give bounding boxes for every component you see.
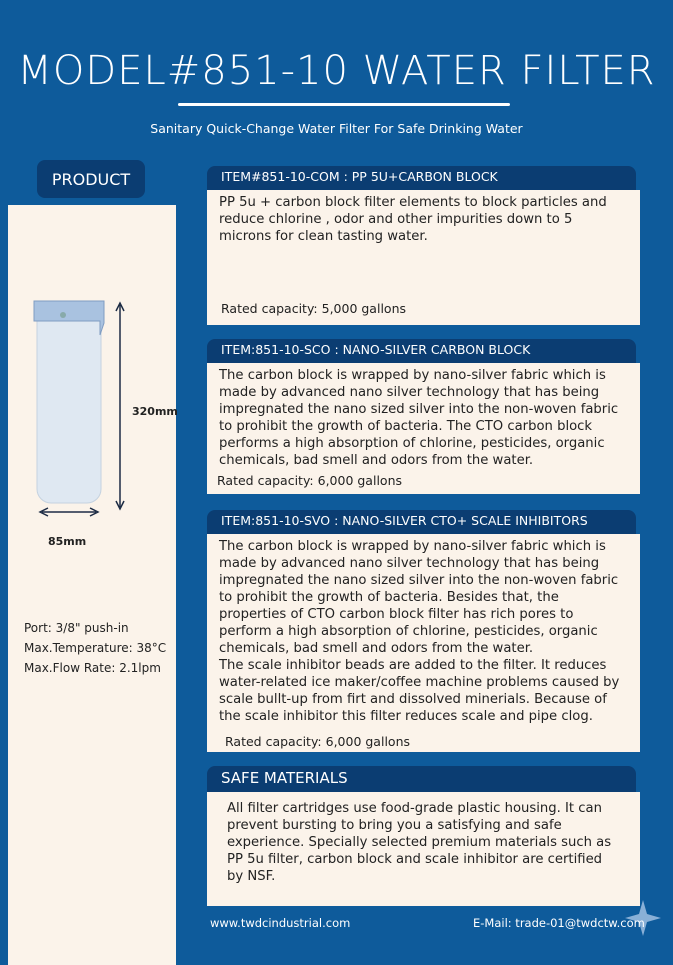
website-link[interactable]: www.twdcindustrial.com: [210, 916, 351, 930]
safe-materials-header: SAFE MATERIALS: [207, 766, 636, 792]
spec-list: [24, 618, 166, 678]
item-3-header: ITEM:851-10-SVO : NANO-SILVER CTO+ SCALE INHIBITORS: [207, 510, 636, 534]
spec-flow-rate: Max.Flow Rate: 2.1lpm: [24, 661, 161, 675]
filter-cartridge-image: [8, 205, 176, 525]
item-1-card: [207, 190, 640, 325]
item-1-header: ITEM#851-10-COM : PP 5U+CARBON BLOCK: [207, 166, 636, 190]
spec-port: Port: 3/8" push-in: [24, 621, 129, 635]
subtitle: Sanitary Quick-Change Water Filter For Safe Drinking Water: [150, 121, 523, 136]
item-3-card: [207, 534, 640, 752]
spec-temperature: Max.Temperature: 38°C: [24, 641, 167, 655]
item-2-card: [207, 363, 640, 494]
item-1-capacity: Rated capacity: 5,000 gallons: [221, 301, 406, 316]
email-link[interactable]: E-Mail: trade-01@twdctw.com: [473, 916, 645, 930]
item-3-description-2: The scale inhibitor beads are added to the filter. It reduces water-related ice maker/coffee machine problems caused by scale bullt-up from firt and dissolved minerials. Because of the scale inhibitor this filter reduces scale and pipe clog.: [219, 658, 620, 724]
item-2-description: The carbon block is wrapped by nano-silver fabric which is made by advanced nano silver technology that has being impregnated the nano sized silver into the non-woven fabric to prohibit the growth of bacteria. The CTO carbon block performs a high absorption of chlorine, pesticides, organic chemicals, bad smell and odors from the water.: [219, 368, 619, 468]
width-dimension: 85mm: [48, 535, 87, 548]
item-3-description: The carbon block is wrapped by nano-silver fabric which is made by advanced nano silver technology that has being impregnated the nano sized silver into the non-woven fabric to prohibit the growth of bacteria. Besides that, the properties of CTO carbon block filter has rich pores to perform a high absorption of chlorine, pesticides, organic chemicals, bad smell and odors from the water.: [219, 539, 619, 656]
item-3-capacity: Rated capacity: 6,000 gallons: [225, 734, 410, 749]
safe-materials-card: [207, 792, 640, 906]
product-label: PRODUCT: [37, 160, 145, 198]
item-2-header: ITEM:851-10-SCO : NANO-SILVER CARBON BLOCK: [207, 339, 636, 363]
page-title: MODEL#851-10 WATER FILTER: [17, 48, 656, 94]
product-panel: [8, 205, 176, 965]
item-2-capacity: Rated capacity: 6,000 gallons: [217, 473, 402, 488]
safe-materials-description: All filter cartridges use food-grade plastic housing. It can prevent bursting to bring you a satisfying and safe experience. Specially selected premium materials such as PP 5u filter, carbon block and scale inhibitor are certified by NSF.: [227, 801, 612, 884]
height-dimension: 320mm: [132, 405, 178, 418]
title-underline: [178, 103, 510, 106]
item-1-description: PP 5u + carbon block filter elements to block particles and reduce chlorine , odor and other impurities down to 5 microns for clean tasting water.: [219, 195, 607, 244]
